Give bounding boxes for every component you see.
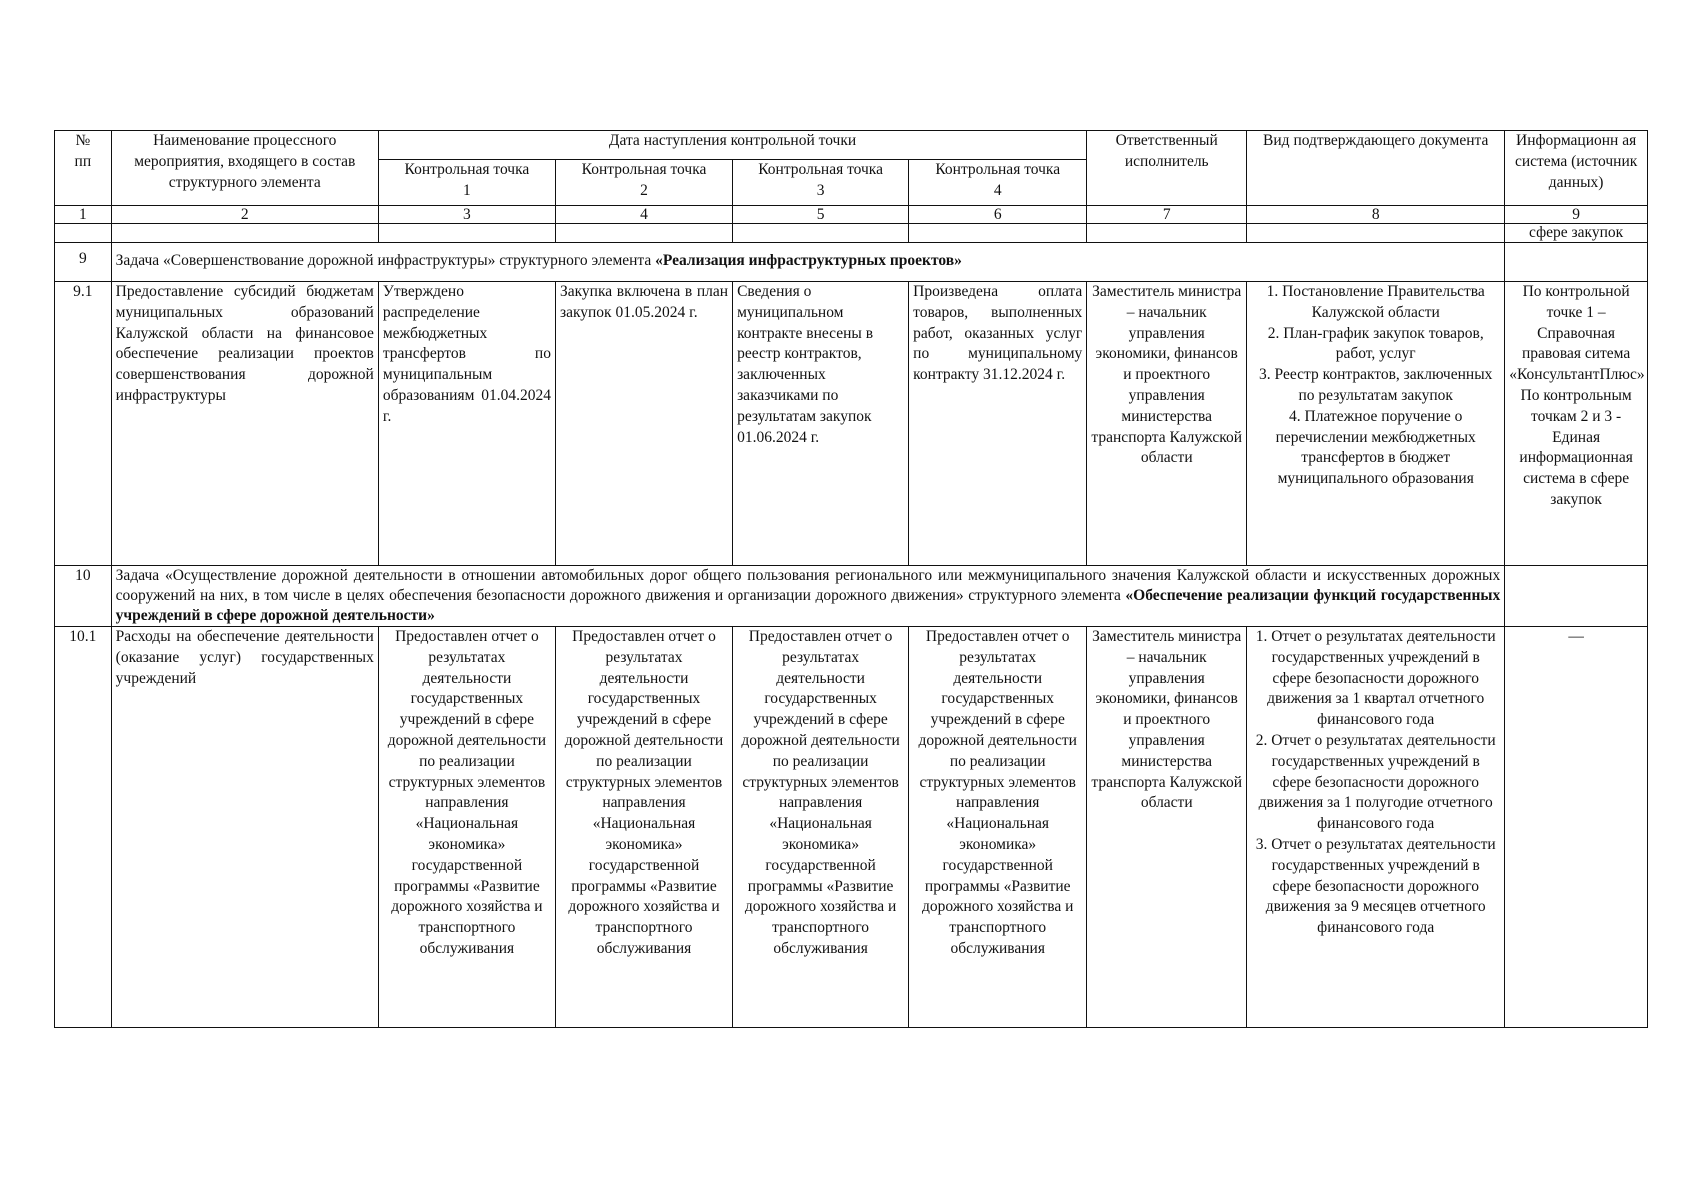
column-index: 5 xyxy=(733,206,909,224)
task-description xyxy=(111,243,1505,282)
row-number: 9.1 xyxy=(55,282,112,566)
carryover-info-system: сфере закупок xyxy=(1505,224,1648,243)
column-index: 6 xyxy=(909,206,1087,224)
control-point-3: Предоставлен отчет о результатах деятельности государственных учреждений в сфере дорожной деятельности по реализации структурных элементов направления «Национальная экономика» государственной программы «Развитие дорожного хозяйства и транспортного обслуживания xyxy=(733,627,909,1028)
info-system: — xyxy=(1505,627,1648,1028)
task-row-9 xyxy=(55,243,1648,282)
task-number: 9 xyxy=(55,243,112,282)
header-no: № пп xyxy=(55,131,112,206)
task-element-name: «Реализация инфраструктурных проектов» xyxy=(655,252,962,269)
header-responsible: Ответственный исполнитель xyxy=(1087,131,1247,206)
column-index: 1 xyxy=(55,206,112,224)
event-name: Предоставление субсидий бюджетам муниципальных образований Калужской области на финансовое обеспечение реализации проектов совершенствования дорожной инфраструктуры xyxy=(111,282,378,566)
control-point-2: Закупка включена в план закупок 01.05.2024 г. xyxy=(555,282,732,566)
task-text: Задача «Совершенствование дорожной инфраструктуры» структурного элемента xyxy=(115,252,656,269)
column-index: 9 xyxy=(1505,206,1648,224)
column-index: 3 xyxy=(378,206,555,224)
column-index: 2 xyxy=(111,206,378,224)
header-cp3: Контрольная точка 3 xyxy=(733,160,909,206)
responsible-executor: Заместитель министра – начальник управления экономики, финансов и проектного управления министерства транспорта Калужской области xyxy=(1087,627,1247,1028)
control-point-1: Предоставлен отчет о результатах деятельности государственных учреждений в сфере дорожной деятельности по реализации структурных элементов направления «Национальная экономика» государственной программы «Развитие дорожного хозяйства и транспортного обслуживания xyxy=(378,627,555,1028)
row-number: 10.1 xyxy=(55,627,112,1028)
header-info-system: Информационн ая система (источник данных) xyxy=(1505,131,1648,206)
header-cp1: Контрольная точка 1 xyxy=(378,160,555,206)
control-point-2: Предоставлен отчет о результатах деятельности государственных учреждений в сфере дорожной деятельности по реализации структурных элементов направления «Национальная экономика» государственной программы «Развитие дорожного хозяйства и транспортного обслуживания xyxy=(555,627,732,1028)
task-row-10 xyxy=(55,566,1648,627)
confirming-document: 1. Отчет о результатах деятельности государственных учреждений в сфере безопасности дорожного движения за 1 квартал отчетного финансового года 2. Отчет о результатах деятельности государственных учреждений в сфере безопасности дорожного движения за 1 полугодие отчетного финансового года 3. Отчет о результатах деятельности государственных учреждений в сфере безопасности дорожного движения за 9 месяцев отчетного финансового года xyxy=(1247,627,1505,1028)
control-point-3: Сведения о муниципальном контракте внесены в реестр контрактов, заключенных заказчиками по результатам закупок 01.06.2024 г. xyxy=(733,282,909,566)
control-point-1: Утверждено распределение межбюджетных трансфертов по муниципальным образованиям 01.04.2024 г. xyxy=(378,282,555,566)
table-row-9-1 xyxy=(55,282,1648,566)
header-date-group: Дата наступления контрольной точки xyxy=(378,131,1086,160)
responsible-executor: Заместитель министра – начальник управления экономики, финансов и проектного управления министерства транспорта Калужской области xyxy=(1087,282,1247,566)
table-row-10-1 xyxy=(55,627,1648,1028)
control-points-table xyxy=(54,130,1648,1028)
control-point-4: Произведена оплата товаров, выполненных работ, оказанных услуг по муниципальному контракту 31.12.2024 г. xyxy=(909,282,1087,566)
task-element-name: «Обеспечение реализации функций государственных учреждений в сфере дорожной деятельности» xyxy=(115,587,1501,624)
column-index-row xyxy=(55,206,1648,224)
header-row-1 xyxy=(55,131,1648,160)
header-cp4: Контрольная точка 4 xyxy=(909,160,1087,206)
header-name: Наименование процессного мероприятия, входящего в состав структурного элемента xyxy=(111,131,378,206)
column-index: 4 xyxy=(555,206,732,224)
column-index: 8 xyxy=(1247,206,1505,224)
task-text: Задача «Осуществление дорожной деятельности в отношении автомобильных дорог общего пользования регионального или межмуниципального значения Калужской области и искусственных дорожных сооружений на них, в том числе в целях обеспечения безопасности дорожного движения и организации дорожного движения» структурного элемента xyxy=(115,567,1501,604)
carryover-row xyxy=(55,224,1648,243)
task-number: 10 xyxy=(55,566,112,627)
header-cp2: Контрольная точка 2 xyxy=(555,160,732,206)
header-doc-type: Вид подтверждающего документа xyxy=(1247,131,1505,206)
column-index: 7 xyxy=(1087,206,1247,224)
info-system: По контрольной точке 1 – Справочная правовая ситема «КонсультантПлюс» По контрольным точкам 2 и 3 - Единая информационная система в сфере закупок xyxy=(1505,282,1648,566)
confirming-document: 1. Постановление Правительства Калужской области 2. План-график закупок товаров, работ, услуг 3. Реестр контрактов, заключенных по результатам закупок 4. Платежное поручение о перечислении межбюджетных трансфертов в бюджет муниципального образования xyxy=(1247,282,1505,566)
task-description xyxy=(111,566,1505,627)
control-point-4: Предоставлен отчет о результатах деятельности государственных учреждений в сфере дорожной деятельности по реализации структурных элементов направления «Национальная экономика» государственной программы «Развитие дорожного хозяйства и транспортного обслуживания xyxy=(909,627,1087,1028)
event-name: Расходы на обеспечение деятельности (оказание услуг) государственных учреждений xyxy=(111,627,378,1028)
